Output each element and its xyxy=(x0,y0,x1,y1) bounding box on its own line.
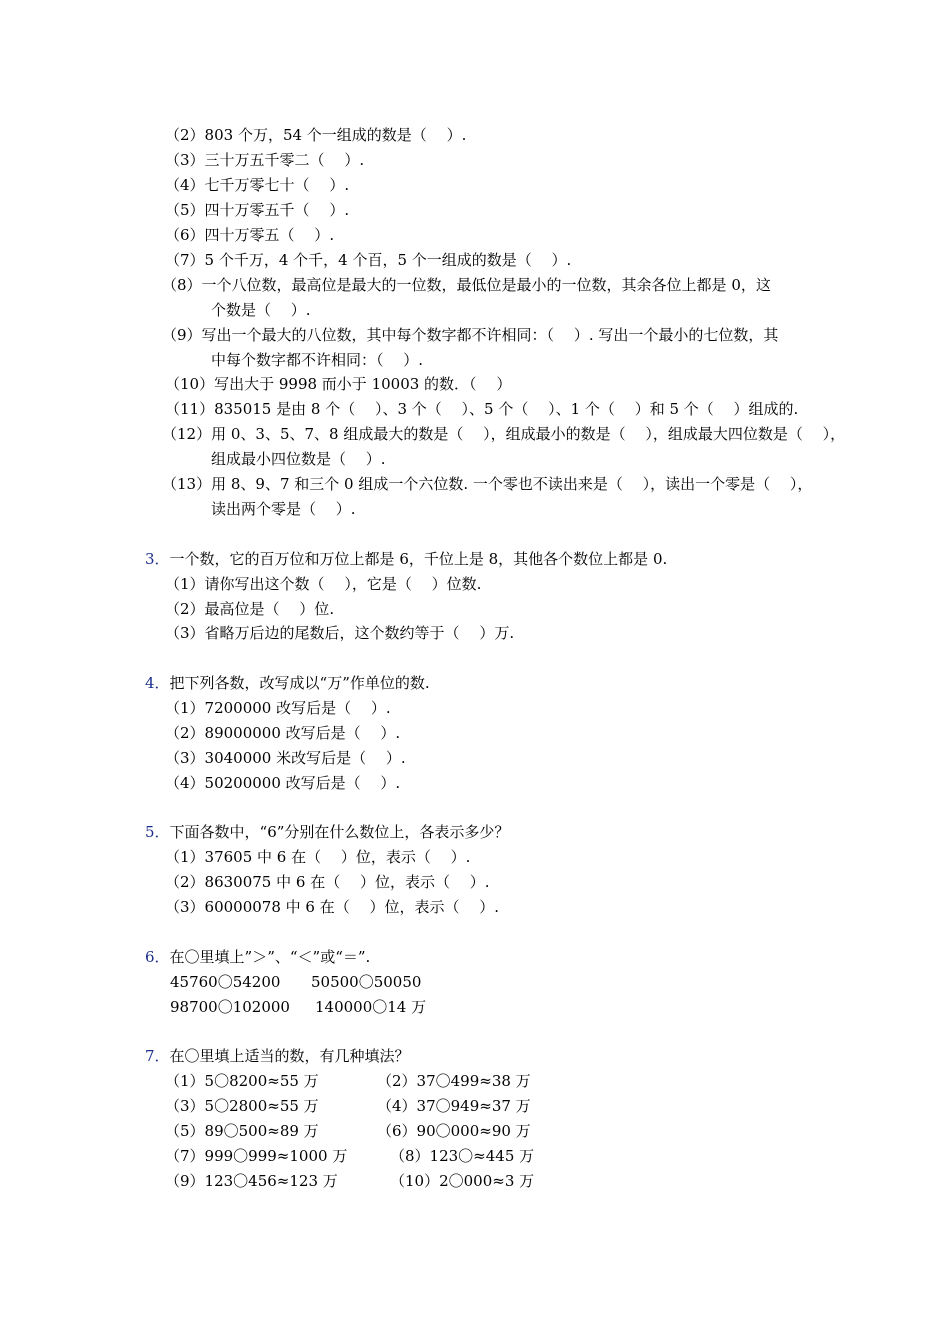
question-6-title xyxy=(145,947,370,967)
item-2-5: （5）四十万零五千（ ）. xyxy=(165,201,350,219)
q7-item-3: （3）5〇2800≈55 万 xyxy=(165,1097,319,1115)
item-2-7: （7）5 个千万，4 个千，4 个百，5 个一组成的数是（ ）. xyxy=(165,251,572,269)
question-7-number: 7． xyxy=(145,1047,170,1065)
q4-item-2: （2）89000000 改写后是（ ）. xyxy=(165,724,401,742)
item-2-11: （11）835015 是由 8 个（ ）、3 个（ ）、5 个（ ）、1 个（ ）和 5 个（ ）组成的. xyxy=(165,400,799,418)
question-5-number: 5． xyxy=(145,823,170,841)
question-4-text: 把下列各数，改写成以“万”作单位的数. xyxy=(169,674,430,692)
item-2-9: （9）写出一个最大的八位数，其中每个数字都不许相同：（ ）. 写出一个最小的七位数，其 xyxy=(162,326,779,344)
question-7-title xyxy=(145,1046,410,1066)
q5-item-2: （2）8630075 中 6 在（ ）位，表示（ ）. xyxy=(165,873,490,891)
question-4-number: 4． xyxy=(145,674,170,692)
item-2-4: （4）七千万零七十（ ）. xyxy=(165,176,350,194)
q7-item-9: （9）123〇456≈123 万 xyxy=(165,1172,338,1190)
question-3-text: 一个数，它的百万位和万位上都是 6，千位上是 8，其他各个数位上都是 0. xyxy=(169,550,668,568)
item-2-10: （10）写出大于 9998 而小于 10003 的数．（ ） xyxy=(165,375,512,393)
q7-item-7: （7）999〇999≈1000 万 xyxy=(165,1147,348,1165)
q7-item-8: （8）123〇≈445 万 xyxy=(390,1147,535,1165)
q5-item-3: （3）60000078 中 6 在（ ）位，表示（ ）. xyxy=(165,898,500,916)
question-5-text: 下面各数中，“6”分别在什么数位上，各表示多少？ xyxy=(169,823,510,841)
q7-item-5: （5）89〇500≈89 万 xyxy=(165,1122,319,1140)
item-2-3: （3）三十万五千零二（ ）. xyxy=(165,151,365,169)
q3-item-2: （2）最高位是（ ）位. xyxy=(165,600,335,618)
question-6-text: 在〇里填上”＞”、“＜”或“＝”. xyxy=(169,948,371,966)
q5-item-1: （1）37605 中 6 在（ ）位，表示（ ）. xyxy=(165,848,471,866)
q6-item-3: 98700〇102000 xyxy=(170,998,290,1016)
item-2-13: （13）用 8、9、7 和三个 0 组成一个六位数. 一个零也不读出来是（ ），读出一个零是（ ）， xyxy=(162,475,813,493)
item-2-8-cont: 个数是（ ）. xyxy=(211,301,311,319)
q3-item-1: （1）请你写出这个数（ ），它是（ ）位数. xyxy=(165,575,482,593)
item-2-13-cont: 读出两个零是（ ）. xyxy=(211,500,356,518)
q4-item-4: （4）50200000 改写后是（ ）. xyxy=(165,774,401,792)
q7-item-1: （1）5〇8200≈55 万 xyxy=(165,1072,319,1090)
question-5-title xyxy=(145,822,509,842)
item-2-2: （2）803 个万，54 个一组成的数是（ ）. xyxy=(165,126,467,144)
question-7-text: 在〇里填上适当的数，有几种填法？ xyxy=(169,1047,410,1065)
item-2-12: （12）用 0、3、5、7、8 组成最大的数是（ ），组成最小的数是（ ），组成最大四位数是（ ）， xyxy=(162,425,846,443)
item-2-12-cont: 组成最小四位数是（ ）. xyxy=(211,450,386,468)
question-3-title xyxy=(145,549,667,569)
item-2-8: （8）一个八位数，最高位是最大的一位数，最低位是最小的一位数，其余各位上都是 0，这 xyxy=(162,276,771,294)
item-2-6: （6）四十万零五（ ）. xyxy=(165,226,335,244)
q4-item-1: （1）7200000 改写后是（ ）. xyxy=(165,699,391,717)
question-4-title xyxy=(145,673,430,693)
q6-item-1: 45760〇54200 xyxy=(170,973,281,991)
q7-item-6: （6）90〇000≈90 万 xyxy=(377,1122,531,1140)
q4-item-3: （3）3040000 米改写后是（ ）. xyxy=(165,749,406,767)
question-3-number: 3． xyxy=(145,550,170,568)
q7-item-2: （2）37〇499≈38 万 xyxy=(377,1072,531,1090)
q6-item-4: 140000〇14 万 xyxy=(315,998,427,1016)
q3-item-3: （3）省略万后边的尾数后，这个数约等于（ ）万. xyxy=(165,624,515,642)
q7-item-10: （10）2〇000≈3 万 xyxy=(390,1172,535,1190)
question-6-number: 6． xyxy=(145,948,170,966)
q7-item-4: （4）37〇949≈37 万 xyxy=(377,1097,531,1115)
q6-item-2: 50500〇50050 xyxy=(311,973,422,991)
item-2-9-cont: 中每个数字都不许相同：（ ）. xyxy=(211,351,424,369)
